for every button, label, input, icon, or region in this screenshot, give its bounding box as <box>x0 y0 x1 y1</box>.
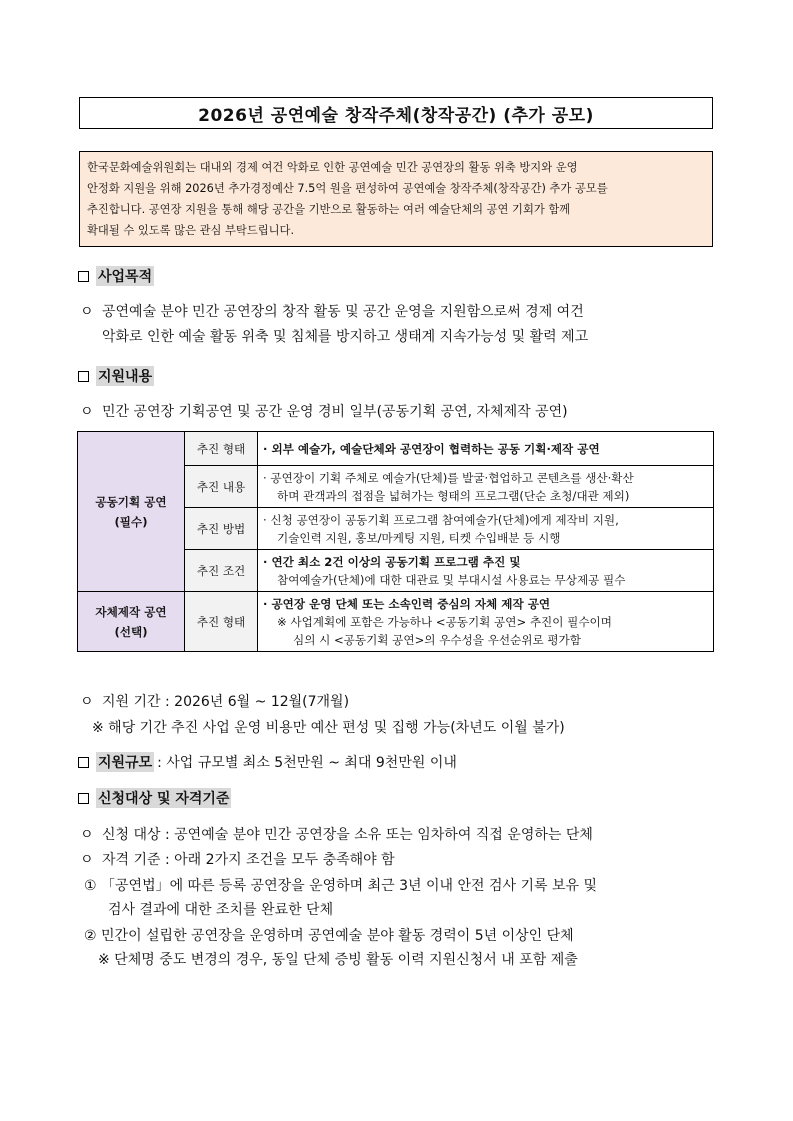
row-label: 추진 형태 <box>185 592 258 652</box>
section-eligibility-heading <box>78 788 231 808</box>
circle-bullet-icon: ㅇ <box>80 304 94 320</box>
content-line: ㅇ 민간 공연장 기획공연 및 공간 운영 경비 일부(공동기획 공연, 자체제작 공연) <box>80 401 568 421</box>
row-desc: · 공연장이 기획 주체로 예술가(단체)를 발굴·협업하고 콘텐츠를 생산·확산 하며 관객과의 접점을 넓혀가는 형태의 프로그램(단순 초청/대관 제외) <box>258 466 714 508</box>
category-cell: 공동기획 공연 (필수) <box>78 432 185 592</box>
row-label: 추진 형태 <box>185 432 258 466</box>
section-title: 신청대상 및 자격기준 <box>96 788 231 808</box>
row-label: 추진 내용 <box>185 466 258 508</box>
row-desc: · 공연장 운영 단체 또는 소속인력 중심의 자체 제작 공연 ※ 사업계획에 포함은 가능하나 <공동기획 공연> 추진이 필수이며 심의 시 <공동기획 공연>의 우수성을 우선순위로 평가함 <box>258 592 714 652</box>
checkbox-square-icon <box>78 271 89 282</box>
section-title: 사업목적 <box>96 266 154 286</box>
checkbox-square-icon <box>78 371 89 382</box>
intro-notice <box>79 151 713 247</box>
section-purpose-heading <box>78 266 154 286</box>
scale-text: : 사업 규모별 최소 5천만원 ~ 최대 9천만원 이내 <box>157 755 457 771</box>
circle-bullet-icon: ㅇ <box>80 694 94 710</box>
purpose-line: ㅇ 공연예술 분야 민간 공연장의 창작 활동 및 공간 운영을 지원함으로써 경제 여건 <box>80 301 584 321</box>
row-desc: · 연간 최소 2건 이상의 공동기획 프로그램 추진 및 참여예술가(단체)에 대한 대관료 및 부대시설 사용료는 무상제공 필수 <box>258 550 714 592</box>
section-title: 지원내용 <box>96 366 154 386</box>
circle-bullet-icon: ㅇ <box>80 404 94 420</box>
table-row <box>78 432 714 466</box>
intro-line: 확대될 수 있도록 많은 관심 부탁드립니다. <box>87 224 295 237</box>
row-label: 추진 방법 <box>185 508 258 550</box>
checkbox-square-icon <box>78 793 89 804</box>
period-note: ※ 해당 기간 추진 사업 운영 비용만 예산 편성 및 집행 가능(차년도 이월 불가) <box>92 720 565 736</box>
category-cell: 자체제작 공연 (선택) <box>78 592 185 652</box>
row-desc: · 외부 예술가, 예술단체와 공연장이 협력하는 공동 기획·제작 공연 <box>258 432 714 466</box>
eligibility-target: ㅇ 신청 대상 : 공연예술 분야 민간 공연장을 소유 또는 임차하여 직접 운영하는 단체 <box>80 824 593 844</box>
section-scale-heading <box>78 752 457 772</box>
criteria-item-2: ② 민간이 설립한 공연장을 운영하며 공연예술 분야 활동 경력이 5년 이상인 단체 <box>84 928 574 944</box>
eligibility-note: ※ 단체명 중도 변경의 경우, 동일 단체 증빙 활동 이력 지원신청서 내 포함 제출 <box>98 952 578 968</box>
row-desc: · 신청 공연장이 공동기획 프로그램 참여예술가(단체)에게 제작비 지원, 기술인력 지원, 홍보/마케팅 지원, 티켓 수입배분 등 시행 <box>258 508 714 550</box>
purpose-line: 악화로 인한 예술 활동 위축 및 침체를 방지하고 생태계 지속가능성 및 활력 제고 <box>102 329 589 345</box>
eligibility-criteria: ㅇ 자격 기준 : 아래 2가지 조건을 모두 충족해야 함 <box>80 849 395 869</box>
intro-line: 안정화 지원을 위해 2026년 추가경정예산 7.5억 원을 편성하여 공연예술 창작주체(창작공간) 추가 공모를 <box>87 182 608 195</box>
intro-line: 추진합니다. 공연장 지원을 통해 해당 공간을 기반으로 활동하는 여러 예술단체의 공연 기회가 함께 <box>87 203 571 216</box>
support-plan-table <box>77 431 714 652</box>
criteria-item-1: ① 「공연법」에 따른 등록 공연장을 운영하며 최근 3년 이내 안전 검사 기록 보유 및 <box>84 878 598 894</box>
intro-line: 한국문화예술위원회는 대내외 경제 여건 악화로 인한 공연예술 민간 공연장의 활동 위축 방지와 운영 <box>87 161 578 174</box>
row-label: 추진 조건 <box>185 550 258 592</box>
criteria-item-1-cont: 검사 결과에 대한 조치를 완료한 단체 <box>108 902 334 918</box>
section-content-heading <box>78 366 154 386</box>
circle-bullet-icon: ㅇ <box>80 852 94 868</box>
period-line: ㅇ 지원 기간 : 2026년 6월 ~ 12월(7개월) <box>80 691 349 711</box>
circle-bullet-icon: ㅇ <box>80 827 94 843</box>
table-row <box>78 592 714 652</box>
section-title: 지원규모 <box>96 752 154 772</box>
page-title: 2026년 공연예술 창작주체(창작공간) (추가 공모) <box>79 97 713 129</box>
checkbox-square-icon <box>78 757 89 768</box>
